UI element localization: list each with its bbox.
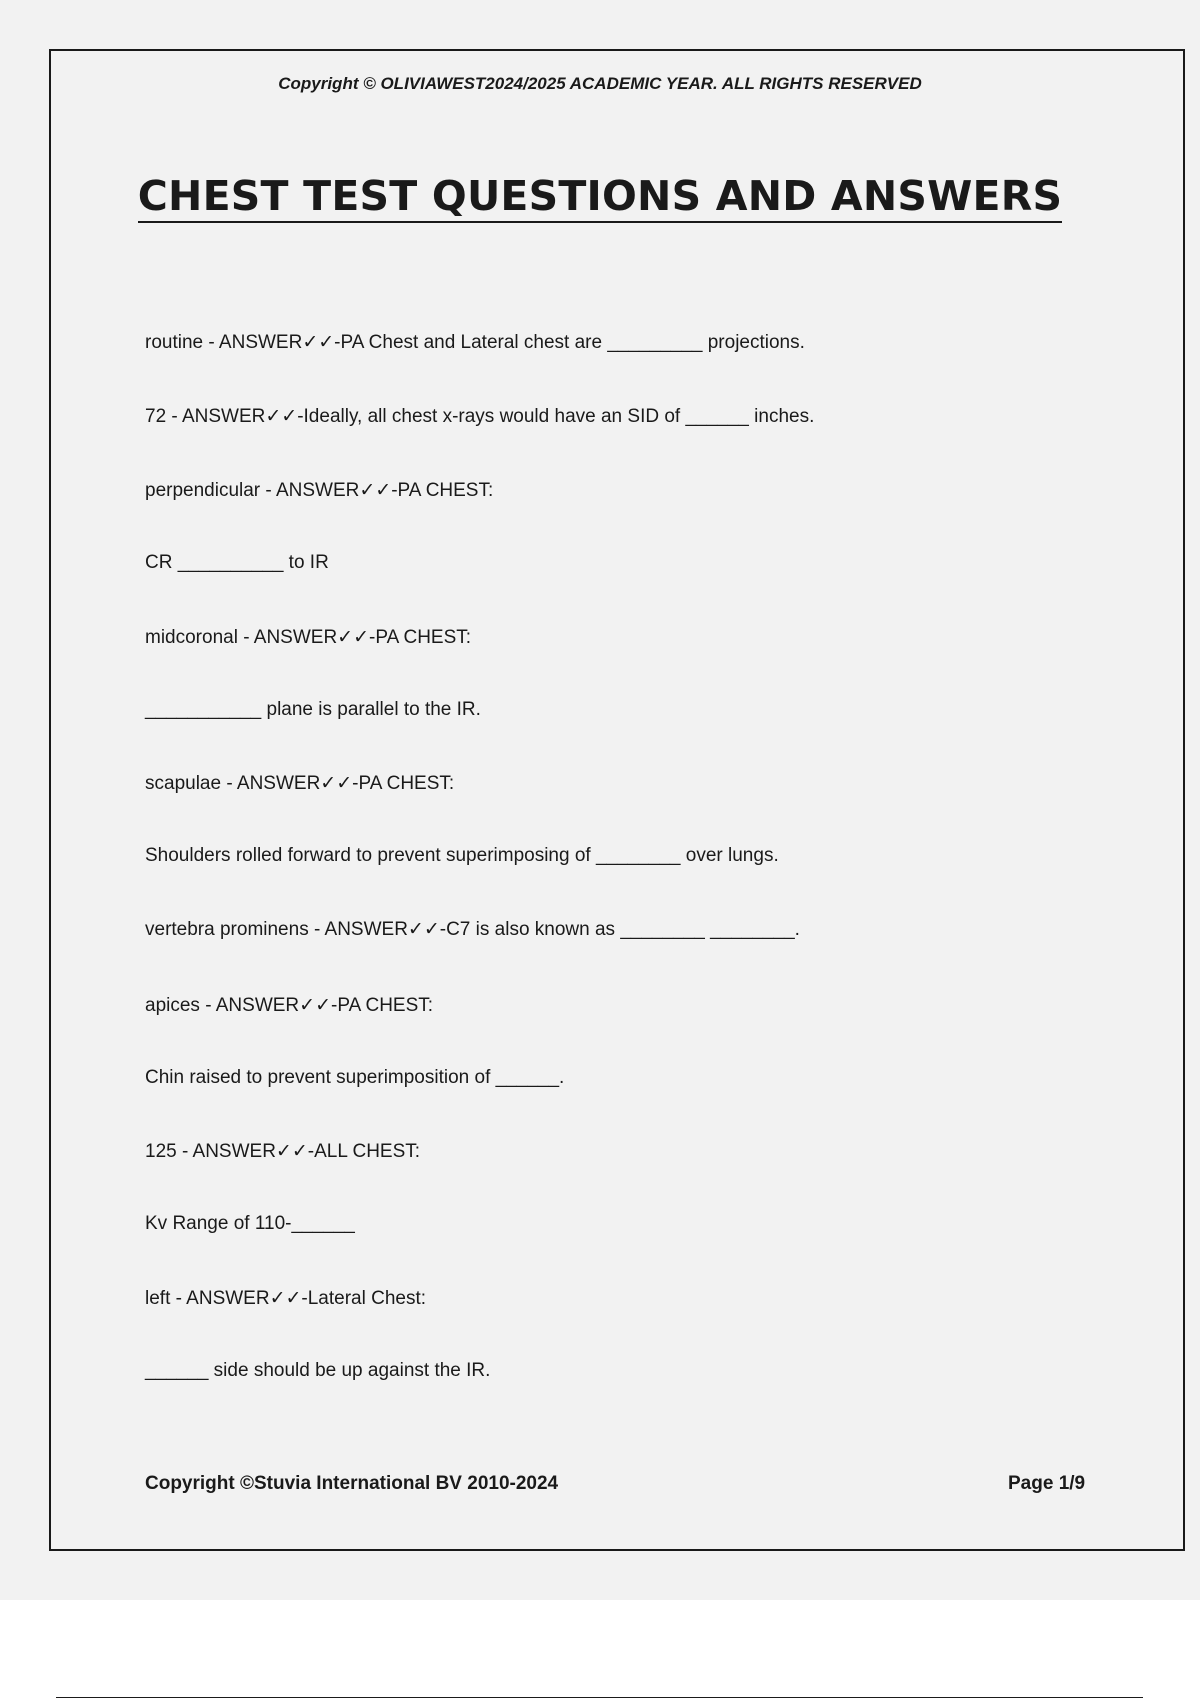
document-title: CHEST TEST QUESTIONS AND ANSWERS <box>138 173 1062 223</box>
page-border <box>49 49 1185 1551</box>
document-title-wrapper <box>0 172 1200 223</box>
footer-copyright: Copyright ©Stuvia International BV 2010-2024 <box>145 1473 559 1494</box>
qa-line: ______ side should be up against the IR. <box>145 1360 491 1381</box>
qa-line: apices - ANSWER✓✓-PA CHEST: <box>145 995 434 1016</box>
qa-line: ___________ plane is parallel to the IR. <box>145 699 481 720</box>
qa-line: routine - ANSWER✓✓-PA Chest and Lateral chest are _________ projections. <box>145 332 805 353</box>
qa-line: 72 - ANSWER✓✓-Ideally, all chest x-rays would have an SID of ______ inches. <box>145 406 815 427</box>
qa-line: 125 - ANSWER✓✓-ALL CHEST: <box>145 1141 421 1162</box>
qa-line: Chin raised to prevent superimposition of ______. <box>145 1067 565 1088</box>
header-copyright: Copyright © OLIVIAWEST2024/2025 ACADEMIC YEAR. ALL RIGHTS RESERVED <box>278 74 922 93</box>
qa-line: perpendicular - ANSWER✓✓-PA CHEST: <box>145 480 494 501</box>
qa-line: scapulae - ANSWER✓✓-PA CHEST: <box>145 773 455 794</box>
qa-line: CR __________ to IR <box>145 552 329 573</box>
qa-line: vertebra prominens - ANSWER✓✓-C7 is also known as ________ ________. <box>145 919 800 940</box>
qa-line: left - ANSWER✓✓-Lateral Chest: <box>145 1288 427 1309</box>
qa-line: Kv Range of 110-______ <box>145 1213 355 1234</box>
bottom-divider <box>56 1697 1143 1698</box>
qa-line: midcoronal - ANSWER✓✓-PA CHEST: <box>145 627 472 648</box>
qa-line: Shoulders rolled forward to prevent superimposing of ________ over lungs. <box>145 845 779 866</box>
page-number: Page 1/9 <box>1008 1473 1086 1494</box>
